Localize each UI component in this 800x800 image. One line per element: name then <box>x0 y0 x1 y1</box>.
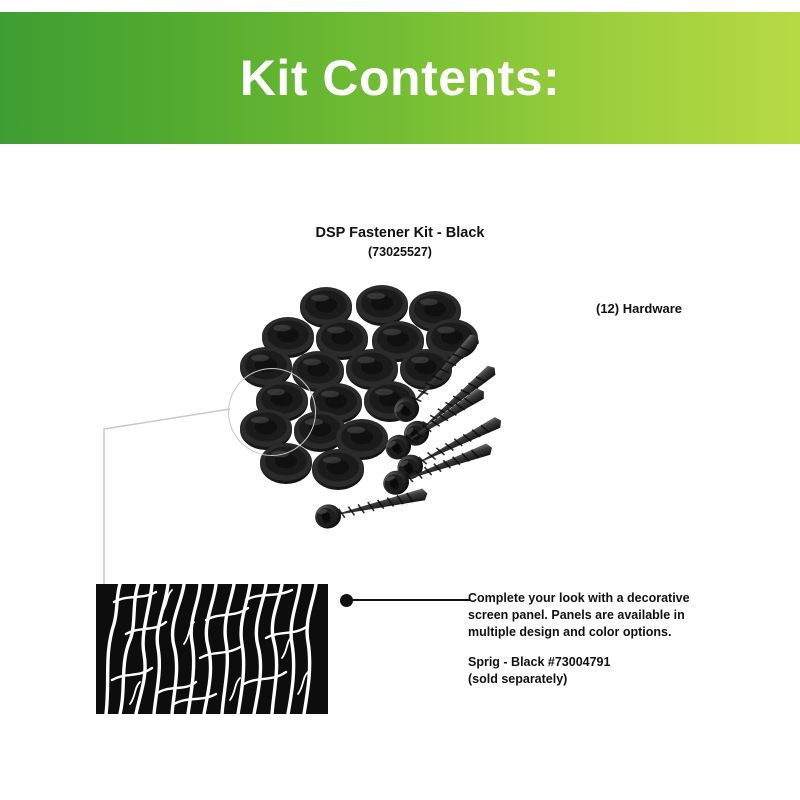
product-sku: (73025527) <box>368 245 432 259</box>
screen-panel-image <box>96 584 328 714</box>
hardware-count-label: (12) Hardware <box>596 301 682 316</box>
header-banner <box>0 12 800 144</box>
callout-line-5: (sold separately) <box>468 671 568 686</box>
callout-line-4: Sprig - Black #73004791 <box>468 654 611 669</box>
page-title: Kit Contents: <box>239 50 561 106</box>
callout-text-block <box>468 590 698 687</box>
callout-connector-line <box>352 599 470 601</box>
callout-line-3: multiple design and color options. <box>468 624 672 639</box>
callout-line-1: Complete your look with a decorative <box>468 591 690 605</box>
callout-line-2: screen panel. Panels are available in <box>468 607 685 622</box>
callout-leader-line <box>96 405 236 595</box>
product-title: DSP Fastener Kit - Black <box>315 225 485 241</box>
cap-highlight-circle <box>228 368 316 456</box>
